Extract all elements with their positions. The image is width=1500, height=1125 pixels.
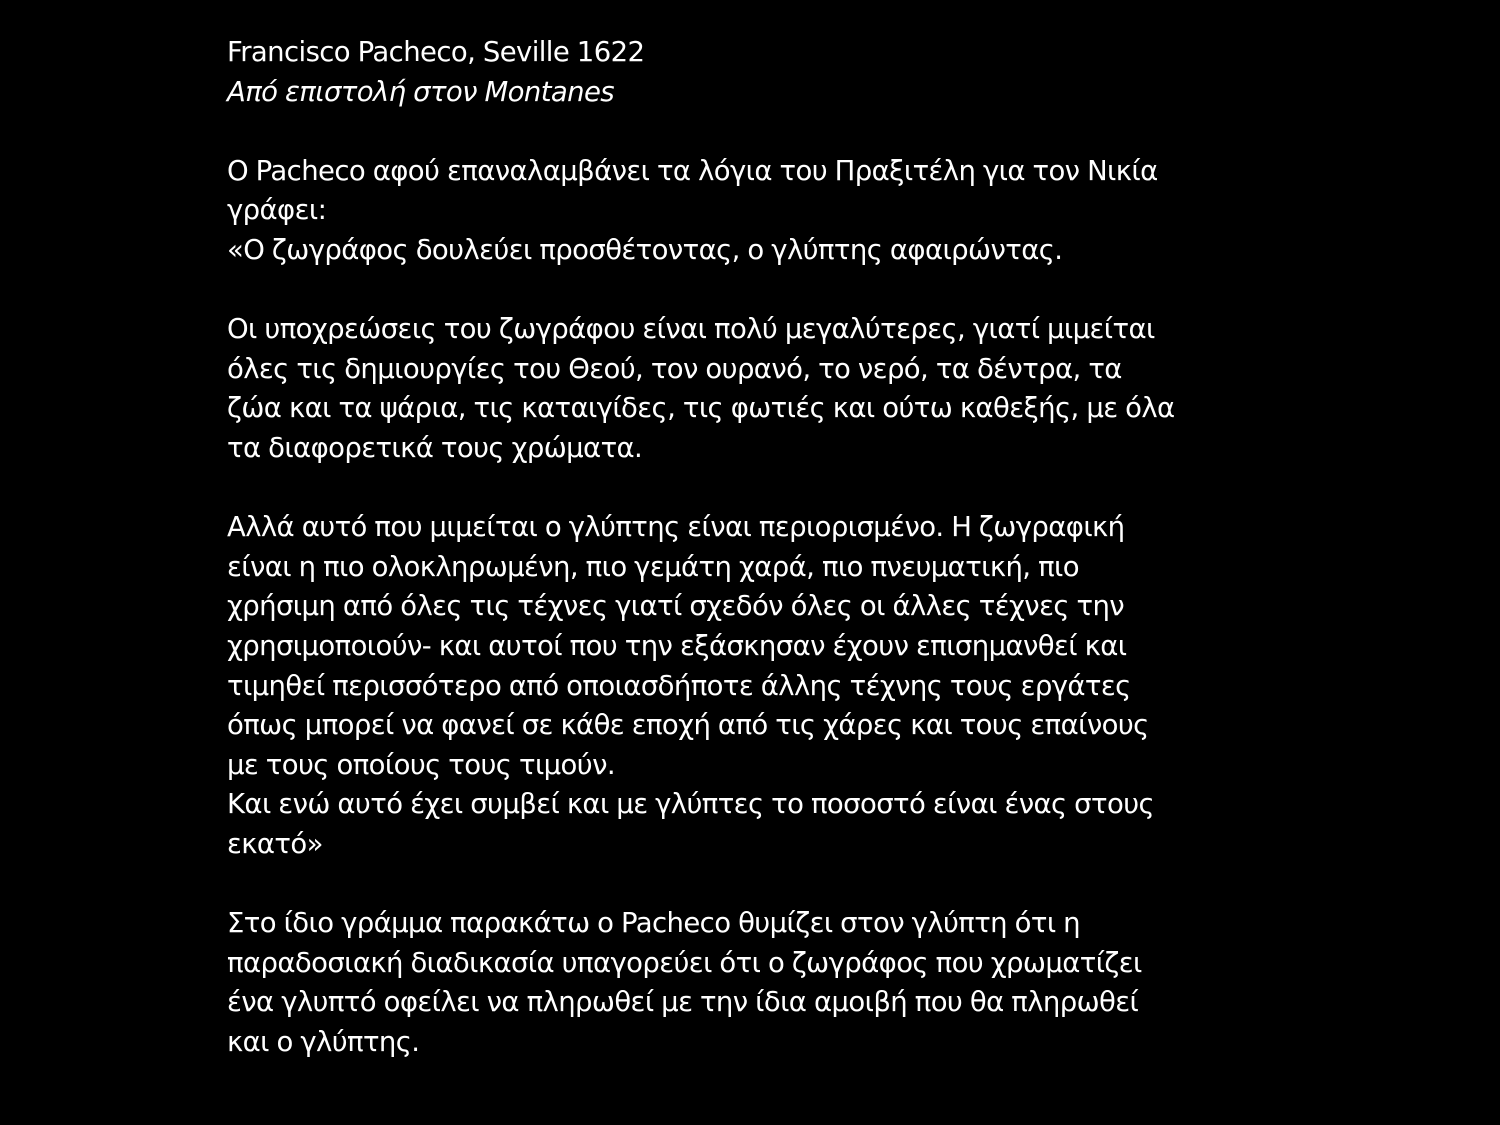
heading-source-line: Από επιστολή στον Montanes [227, 75, 615, 108]
paragraph-line: Αλλά αυτό που μιμείται ο γλύπτης είναι περιορισμένο. Η ζωγραφική [227, 511, 1125, 544]
paragraph-line: γράφει: [227, 194, 327, 227]
paragraph-intro [227, 152, 1307, 271]
paragraph-line: όπως μπορεί να φανεί σε κάθε εποχή από τις χάρες και τους επαίνους [227, 709, 1149, 742]
slide-text-body [227, 33, 1307, 1062]
paragraph-sculptor-limits [227, 508, 1307, 864]
blank-spacer [227, 271, 1307, 311]
paragraph-line: τιμηθεί περισσότερο από οποιασδήποτε άλλης τέχνης τους εργάτες [227, 669, 1131, 702]
paragraph-line: όλες τις δημιουργίες του Θεού, τον ουρανό, το νερό, τα δέντρα, τα [227, 352, 1122, 385]
paragraph-line: παραδοσιακή διαδικασία υπαγορεύει ότι ο ζωγράφος που χρωματίζει [227, 946, 1142, 979]
paragraph-line: Οι υποχρεώσεις του ζωγράφου είναι πολύ μεγαλύτερες, γιατί μιμείται [227, 313, 1155, 346]
paragraph-line: με τους οποίους τους τιμούν. [227, 748, 615, 781]
paragraph-line: ένα γλυπτό οφείλει να πληρωθεί με την ίδια αμοιβή που θα πληρωθεί [227, 986, 1139, 1019]
paragraph-line: και ο γλύπτης. [227, 1025, 420, 1058]
paragraph-line: χρησιμοποιούν- και αυτοί που την εξάσκησαν έχουν επισημανθεί και [227, 629, 1127, 662]
paragraph-obligations [227, 310, 1307, 468]
blank-spacer [227, 112, 1307, 152]
paragraph-line: ζώα και τα ψάρια, τις καταιγίδες, τις φωτιές και ούτω καθεξής, με όλα [227, 392, 1175, 425]
paragraph-payment [227, 904, 1307, 1062]
paragraph-line: Στο ίδιο γράμμα παρακάτω ο Pacheco θυμίζει στον γλύπτη ότι η [227, 907, 1080, 940]
paragraph-line: εκατό» [227, 827, 323, 860]
paragraph-line: O Pacheco αφού επαναλαμβάνει τα λόγια του Πραξιτέλη για τον Νικία [227, 154, 1158, 187]
paragraph-line: «Ο ζωγράφος δουλεύει προσθέτοντας, ο γλύπτης αφαιρώντας. [227, 233, 1063, 266]
paragraph-line: είναι η πιο ολοκληρωμένη, πιο γεμάτη χαρά, πιο πνευματική, πιο [227, 550, 1079, 583]
paragraph-line: χρήσιμη από όλες τις τέχνες γιατί σχεδόν όλες οι άλλες τέχνες την [227, 590, 1125, 623]
paragraph-line: Και ενώ αυτό έχει συμβεί και με γλύπτες το ποσοστό είναι ένας στους [227, 788, 1155, 821]
blank-spacer [227, 864, 1307, 904]
heading-author-line: Francisco Pacheco, Seville 1622 [227, 36, 645, 68]
paragraph-line: τα διαφορετικά τους χρώματα. [227, 431, 643, 464]
blank-spacer [227, 469, 1307, 509]
